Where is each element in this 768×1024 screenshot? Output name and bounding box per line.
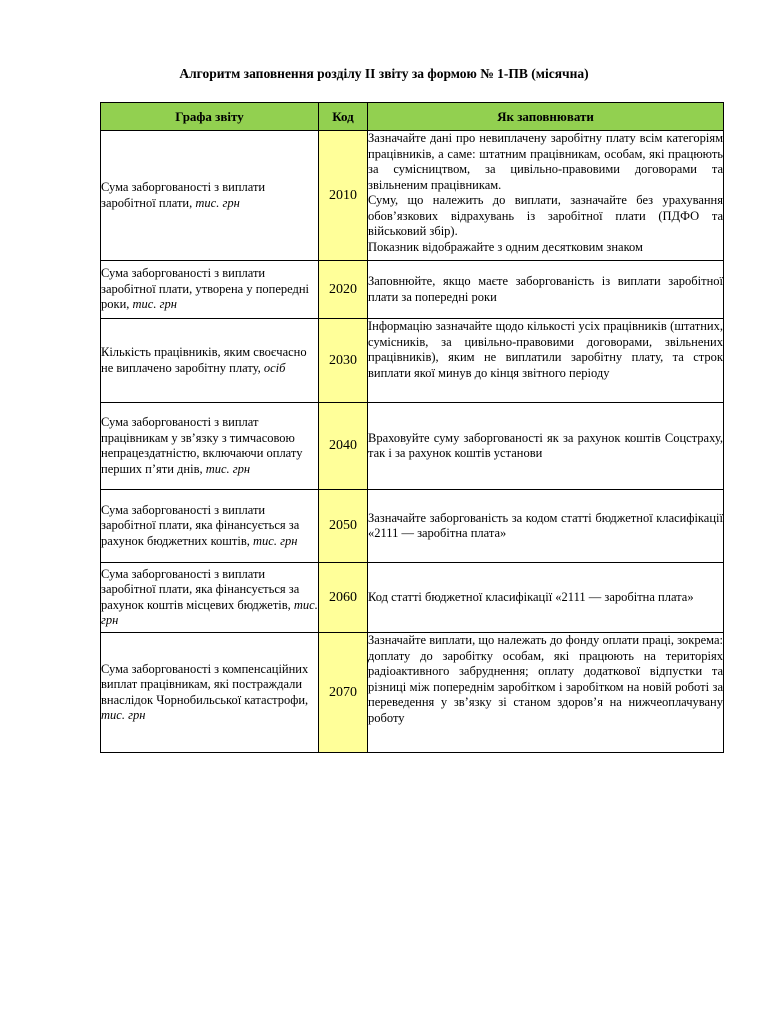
instruction-paragraph: Заповнюйте, якщо маєте заборгованість із виплати заробітної плати за попередні роки: [368, 274, 723, 304]
table-row: [101, 131, 724, 261]
row-code: 2030: [319, 319, 368, 403]
row-code: 2040: [319, 403, 368, 490]
row-instructions: [368, 563, 724, 633]
fill-algorithm-table: [100, 102, 724, 753]
header-report-column: Графа звіту: [101, 103, 319, 131]
row-item-name: Сума заборгованості з виплат працівникам у зв’язку з тимчасовою непрацездатністю, включаючи оплату перших п’яти днів, тис. грн: [101, 403, 319, 490]
page-title: Алгоритм заповнення розділу II звіту за формою № 1-ПВ (місячна): [179, 66, 589, 81]
instruction-paragraph: Враховуйте суму заборгованості як за рахунок коштів Соцстраху, так і за рахунок коштів установи: [368, 430, 723, 460]
instruction-paragraph: Зазначайте дані про невиплачену заробітну плату всім категоріям працівників, а саме: штатним працівникам, особам, які працюють за сумісництвом, за цивільно-правовими договорами та звільненим працівникам.: [368, 131, 723, 192]
table-header-row: [101, 103, 724, 131]
header-code: Код: [319, 103, 368, 131]
header-how-to-fill: Як заповнювати: [368, 103, 724, 131]
table-row: [101, 403, 724, 490]
row-code: 2070: [319, 633, 368, 753]
unit-label: тис. грн: [195, 195, 240, 210]
instruction-paragraph: Зазначайте виплати, що належать до фонду оплати праці, зокрема: доплату до заробітку особам, які працюють на територіях радіоактивного забруднення; оплату додаткової відпустки та різниці між попереднім заробітком і заробітком на новій роботі за переведення у зв’язку зі станом здоров’я на нижчеоплачувану роботу: [368, 633, 723, 725]
table-row: [101, 490, 724, 563]
row-instructions: [368, 319, 724, 403]
row-code: 2050: [319, 490, 368, 563]
table-row: [101, 319, 724, 403]
row-item-name: Сума заборгованості з виплати заробітної плати, яка фінансується за рахунок коштів місцевих бюджетів, тис. грн: [101, 563, 319, 633]
row-item-name: Сума заборгованості з виплати заробітної плати, тис. грн: [101, 131, 319, 261]
row-item-name: Кількість працівників, яким своєчасно не виплачено заробітну плату, осіб: [101, 319, 319, 403]
row-instructions: [368, 131, 724, 261]
table-row: [101, 563, 724, 633]
row-item-name: Сума заборгованості з компенсаційних виплат працівникам, які постраждали внаслідок Чорнобильської катастрофи, тис. грн: [101, 633, 319, 753]
unit-label: тис. грн: [101, 708, 146, 722]
instruction-paragraph: Інформацію зазначайте щодо кількості усіх працівників (штатних, сумісників, за цивільно-правовими договорами, звільнених працівників), яким не виплатили заробітну плату, та строк виплати якої минув до кінця звітного періоду: [368, 319, 723, 380]
row-code: 2010: [319, 131, 368, 261]
table-row: [101, 261, 724, 319]
instruction-paragraph: Показник відображайте з одним десятковим знаком: [368, 239, 643, 254]
instruction-paragraph: Зазначайте заборгованість за кодом статті бюджетної класифікації «2111 — заробітна плата»: [368, 510, 723, 540]
unit-label: тис. грн: [205, 461, 251, 476]
instruction-paragraph: Код статті бюджетної класифікації «2111 — заробітна плата»: [368, 589, 694, 604]
row-item-name: Сума заборгованості з виплати заробітної плати, яка фінансується за рахунок бюджетних коштів, тис. грн: [101, 490, 319, 563]
unit-label: тис. грн: [253, 533, 298, 548]
unit-label: тис. грн: [132, 297, 177, 312]
row-instructions: [368, 403, 724, 490]
row-instructions: [368, 490, 724, 563]
row-instructions: [368, 261, 724, 319]
instruction-paragraph: Суму, що належить до виплати, зазначайте без урахування обов’язкових відрахувань із заробітної плати (ПДФО та військовий збір).: [368, 193, 723, 238]
unit-label: тис. грн: [101, 597, 318, 627]
unit-label: осіб: [263, 360, 286, 375]
row-item-name: Сума заборгованості з виплати заробітної плати, утворена у попередні роки, тис. грн: [101, 261, 319, 319]
row-code: 2020: [319, 261, 368, 319]
table-row: [101, 633, 724, 753]
row-code: 2060: [319, 563, 368, 633]
row-instructions: [368, 633, 724, 753]
